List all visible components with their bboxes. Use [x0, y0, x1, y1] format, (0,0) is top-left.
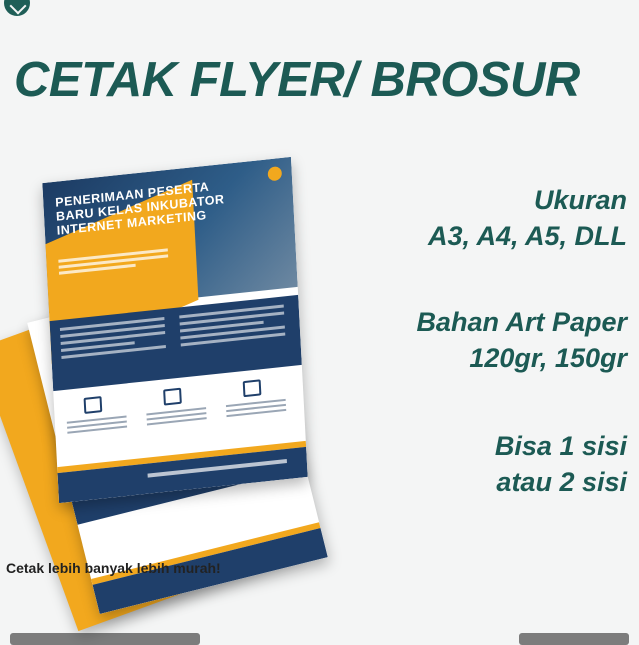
flyer-headline: PENERIMAAN PESERTA BARU KELAS INKUBATOR INTERNET MARKETING [54, 179, 225, 238]
page-title: CETAK FLYER/ BROSUR [14, 53, 580, 107]
spec-paper-label: Bahan Art Paper [416, 307, 627, 337]
brand-logo-icon [4, 0, 30, 16]
audience-icon [84, 396, 103, 414]
flyer-front-sheet [42, 157, 307, 503]
cropped-text-right [519, 633, 629, 645]
spec-sides-label: Bisa 1 sisi [494, 431, 627, 461]
spec-size-value: A3, A4, A5, DLL [427, 221, 627, 251]
flyer-sample-image [0, 150, 360, 530]
network-icon [243, 379, 262, 397]
spec-sides-value: atau 2 sisi [496, 467, 627, 497]
spec-size-label: Ukuran [533, 185, 627, 215]
spec-size [428, 182, 627, 254]
promo-note: Cetak lebih banyak lebih murah! [6, 560, 221, 576]
laptop-icon [163, 388, 182, 406]
cropped-text-left [10, 633, 200, 645]
spec-paper-value: 120gr, 150gr [469, 343, 627, 373]
spec-sides [495, 428, 627, 500]
spec-paper [416, 304, 627, 376]
